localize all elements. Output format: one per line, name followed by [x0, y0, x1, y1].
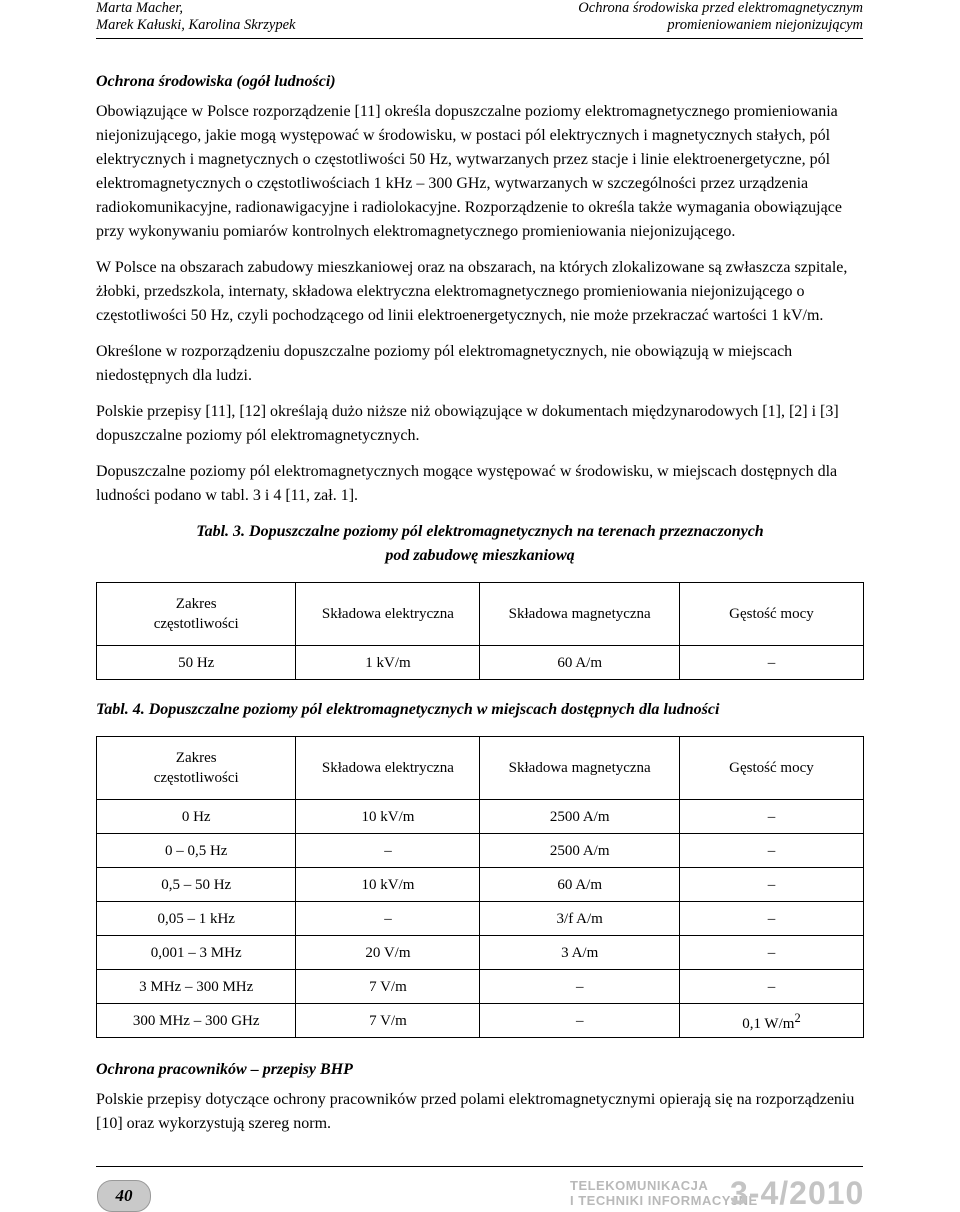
paragraph: Polskie przepisy dotyczące ochrony pracowników przed polami elektromagnetycznymi opierają się na rozporządzeniu [10] oraz wykorzystują szereg norm. — [96, 1091, 855, 1132]
table-cell: 2500 A/m — [480, 834, 679, 868]
header-cell-frequency — [97, 737, 296, 800]
table-cell: 7 V/m — [296, 970, 480, 1004]
brand-line2: I TECHNIKI INFORMACYJNE — [570, 1193, 758, 1208]
table-cell: – — [480, 1004, 679, 1038]
table-cell: 7 V/m — [296, 1004, 480, 1038]
header-title-line2: promieniowaniem niejonizującym — [667, 17, 863, 33]
brand-line1: TELEKOMUNIKACJA — [570, 1178, 709, 1193]
header-cell-power-density: Gęstość mocy — [679, 583, 863, 646]
table3-caption — [96, 520, 864, 568]
table-cell: 0 – 0,5 Hz — [97, 834, 296, 868]
footer-divider — [96, 1166, 863, 1167]
header-article-title — [578, 0, 863, 34]
header-divider — [96, 38, 863, 39]
power-density-value: 0,1 W/m — [742, 1015, 795, 1032]
table3 — [96, 582, 864, 680]
table-cell: 0,5 – 50 Hz — [97, 868, 296, 902]
paragraph: Określone w rozporządzeniu dopuszczalne poziomy pól elektromagnetycznych, nie obowiązują w miejscach niedostępnych dla ludzi. — [96, 343, 793, 384]
table-cell: – — [679, 936, 863, 970]
section-title-environment: Ochrona środowiska (ogół ludności) — [96, 73, 336, 90]
table-cell: 0 Hz — [97, 800, 296, 834]
table-cell: – — [480, 970, 679, 1004]
header-cell-frequency — [97, 583, 296, 646]
table-row — [97, 834, 864, 868]
table-header-row — [97, 737, 864, 800]
table3-caption-text2: pod zabudowę mieszkaniową — [385, 547, 575, 564]
header-authors-line1: Marta Macher, — [96, 0, 183, 16]
table-row — [97, 800, 864, 834]
header-cell-electric: Składowa elektryczna — [296, 737, 480, 800]
table-cell: 50 Hz — [97, 646, 296, 680]
table-cell: 3/f A/m — [480, 902, 679, 936]
table-cell: 60 A/m — [480, 646, 679, 680]
table-cell: – — [679, 646, 863, 680]
header-cell-magnetic: Składowa magnetyczna — [480, 737, 679, 800]
paragraph: Dopuszczalne poziomy pól elektromagnetycznych mogące występować w środowisku, w miejscach dostępnych dla ludności podano w tabl. 3 i 4 [11, zał. 1]. — [96, 463, 838, 504]
table-cell: 10 kV/m — [296, 800, 480, 834]
unit-exponent: 2 — [794, 1010, 801, 1025]
paragraph: Polskie przepisy [11], [12] określają dużo niższe niż obowiązujące w dokumentach międzynarodowych [1], [2] i [3] dopuszczalne poziomy pól elektromagnetycznych. — [96, 403, 839, 444]
table-cell: 0,001 – 3 MHz — [97, 936, 296, 970]
table-row — [97, 936, 864, 970]
table-row — [97, 868, 864, 902]
header-authors — [96, 0, 295, 34]
table4-caption-text: Dopuszczalne poziomy pól elektromagnetycznych w miejscach dostępnych dla ludności — [148, 701, 720, 718]
paragraph: W Polsce na obszarach zabudowy mieszkaniowej oraz na obszarach, na których zlokalizowane są zwłaszcza szpitale, żłobki, przedszkola, internaty, składowa elektryczna elektromagnetycznego promieniowania niejonizującego o częstotliwości 50 Hz, czyli pochodzącego od linii elektroenergetycznych, nie może przekraczać wartości 1 kV/m. — [96, 259, 848, 324]
table-cell: – — [679, 834, 863, 868]
table-cell: 10 kV/m — [296, 868, 480, 902]
page-header — [0, 0, 960, 40]
table-row — [97, 646, 864, 680]
table-cell: 3 A/m — [480, 936, 679, 970]
header-frequency-line1: Zakres — [175, 750, 217, 766]
table-row — [97, 970, 864, 1004]
table4-caption-number: Tabl. 4. — [96, 701, 145, 718]
table-row — [97, 902, 864, 936]
header-title-line1: Ochrona środowiska przed elektromagnetycznym — [578, 0, 863, 16]
table4 — [96, 736, 864, 1038]
section-title-workers: Ochrona pracowników – przepisy BHP — [96, 1061, 353, 1078]
paragraph: Obowiązujące w Polsce rozporządzenie [11] określa dopuszczalne poziomy elektromagnetycznego promieniowania niejonizującego, jakie mogą występować w środowisku, w postaci pól elektrycznych i magnetycznych stałych, pól elektrycznych i magnetycznych o częstotliwości 50 Hz, wytwarzanych przez stacje i linie elektroenergetyczne, pól elektromagnetycznych o częstotliwościach 1 kHz – 300 GHz, wytwarzanych w szczególności przez urządzenia radiokomunikacyjne, radionawigacyjne i radiolokacyjne. Rozporządzenie to określa także wymagania obowiązujące przy wykonywaniu pomiarów kontrolnych elektromagnetycznego promieniowania niejonizującego. — [96, 103, 842, 240]
table-cell: – — [296, 834, 480, 868]
header-authors-line2: Marek Kałuski, Karolina Skrzypek — [96, 17, 296, 33]
table-cell: 0,05 – 1 kHz — [97, 902, 296, 936]
header-frequency-line2: częstotliwości — [153, 616, 239, 632]
header-cell-electric: Składowa elektryczna — [296, 583, 480, 646]
table-cell: 60 A/m — [480, 868, 679, 902]
table-cell: – — [679, 800, 863, 834]
header-cell-magnetic: Składowa magnetyczna — [480, 583, 679, 646]
page-number-badge: 40 — [97, 1180, 151, 1212]
table-cell: 20 V/m — [296, 936, 480, 970]
table-cell-power-density — [679, 1004, 863, 1038]
issue-number: 3-4/2010 — [730, 1175, 865, 1211]
table4-caption — [96, 698, 864, 722]
header-cell-power-density: Gęstość mocy — [679, 737, 863, 800]
table-cell: 3 MHz – 300 MHz — [97, 970, 296, 1004]
table-cell: – — [679, 970, 863, 1004]
header-frequency-line2: częstotliwości — [153, 770, 239, 786]
table-cell: – — [296, 902, 480, 936]
header-frequency-line1: Zakres — [175, 596, 217, 612]
table-cell: 1 kV/m — [296, 646, 480, 680]
table-cell: – — [679, 868, 863, 902]
table3-caption-text: Dopuszczalne poziomy pól elektromagnetycznych na terenach przeznaczonych — [249, 523, 764, 540]
article-body — [96, 70, 864, 1148]
table-row — [97, 1004, 864, 1038]
table-header-row — [97, 583, 864, 646]
table3-caption-number: Tabl. 3. — [196, 523, 246, 540]
table-cell: – — [679, 902, 863, 936]
table-cell: 2500 A/m — [480, 800, 679, 834]
table-cell: 300 MHz – 300 GHz — [97, 1004, 296, 1038]
